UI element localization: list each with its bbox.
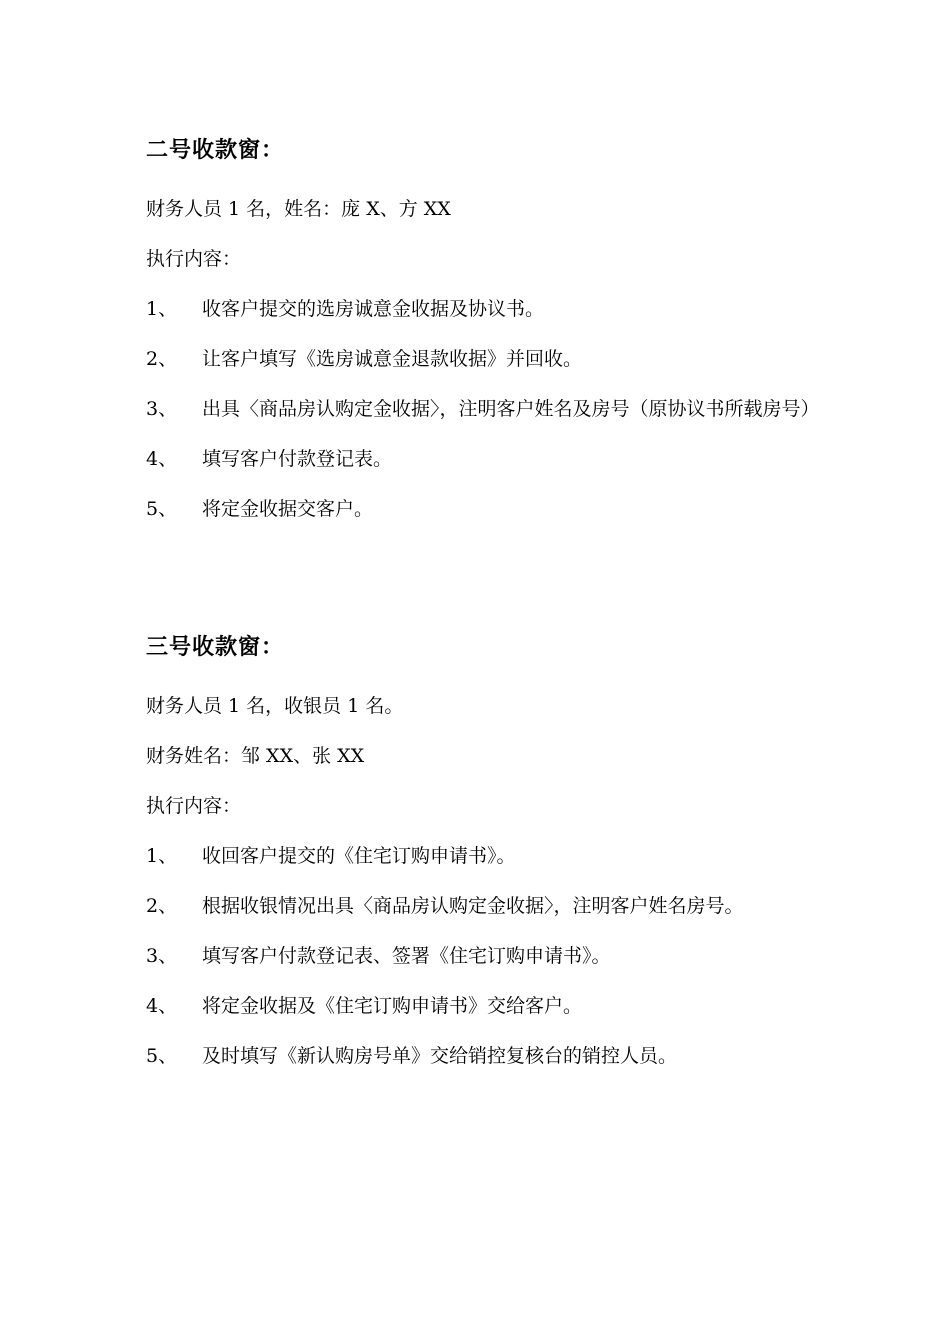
staff-names: 财务姓名：邹 XX、张 XX <box>146 745 365 767</box>
item-number: 1、 <box>146 845 178 867</box>
item-number: 4、 <box>146 448 178 470</box>
item-text: 及时填写《新认购房号单》交给销控复核台的销控人员。 <box>202 1045 678 1067</box>
section-window-2 <box>146 134 826 534</box>
tasks-label: 执行内容： <box>146 795 242 817</box>
item-number: 4、 <box>146 995 178 1017</box>
item-text: 填写客户付款登记表、签署《住宅订购申请书》。 <box>202 945 611 967</box>
section-heading: 二号收款窗： <box>146 138 285 163</box>
item-number: 3、 <box>146 945 178 967</box>
item-number: 3、 <box>146 398 178 420</box>
item-text: 填写客户付款登记表。 <box>202 448 393 470</box>
item-number: 2、 <box>146 895 178 917</box>
item-text: 收回客户提交的《住宅订购申请书》。 <box>202 845 516 867</box>
item-text: 收客户提交的选房诚意金收据及协议书。 <box>202 298 545 320</box>
tasks-label: 执行内容： <box>146 248 242 270</box>
staff-info: 财务人员 1 名，收银员 1 名。 <box>146 695 404 717</box>
section-heading: 三号收款窗： <box>146 635 285 660</box>
item-text: 根据收银情况出具〈商品房认购定金收据〉，注明客户姓名房号。 <box>202 895 744 917</box>
staff-info: 财务人员 1 名，姓名：庞 X、方 XX <box>146 198 451 220</box>
item-text: 将定金收据及《住宅订购申请书》交给客户。 <box>202 995 583 1017</box>
list-item <box>146 434 826 484</box>
list-item <box>146 881 826 931</box>
list-item <box>146 284 826 334</box>
list-item <box>146 334 826 384</box>
list-item <box>146 1031 826 1081</box>
item-text: 将定金收据交客户。 <box>202 498 374 520</box>
section-window-3 <box>146 631 826 1081</box>
task-list <box>146 831 826 1081</box>
item-text: 出具〈商品房认购定金收据〉，注明客户姓名及房号（原协议书所载房号） <box>202 398 820 420</box>
item-number: 2、 <box>146 348 178 370</box>
item-number: 1、 <box>146 298 178 320</box>
item-number: 5、 <box>146 498 178 520</box>
item-text: 让客户填写《选房诚意金退款收据》并回收。 <box>202 348 583 370</box>
list-item <box>146 981 826 1031</box>
task-list <box>146 284 826 534</box>
list-item <box>146 931 826 981</box>
list-item <box>146 831 826 881</box>
item-number: 5、 <box>146 1045 178 1067</box>
list-item <box>146 384 826 434</box>
list-item <box>146 484 826 534</box>
